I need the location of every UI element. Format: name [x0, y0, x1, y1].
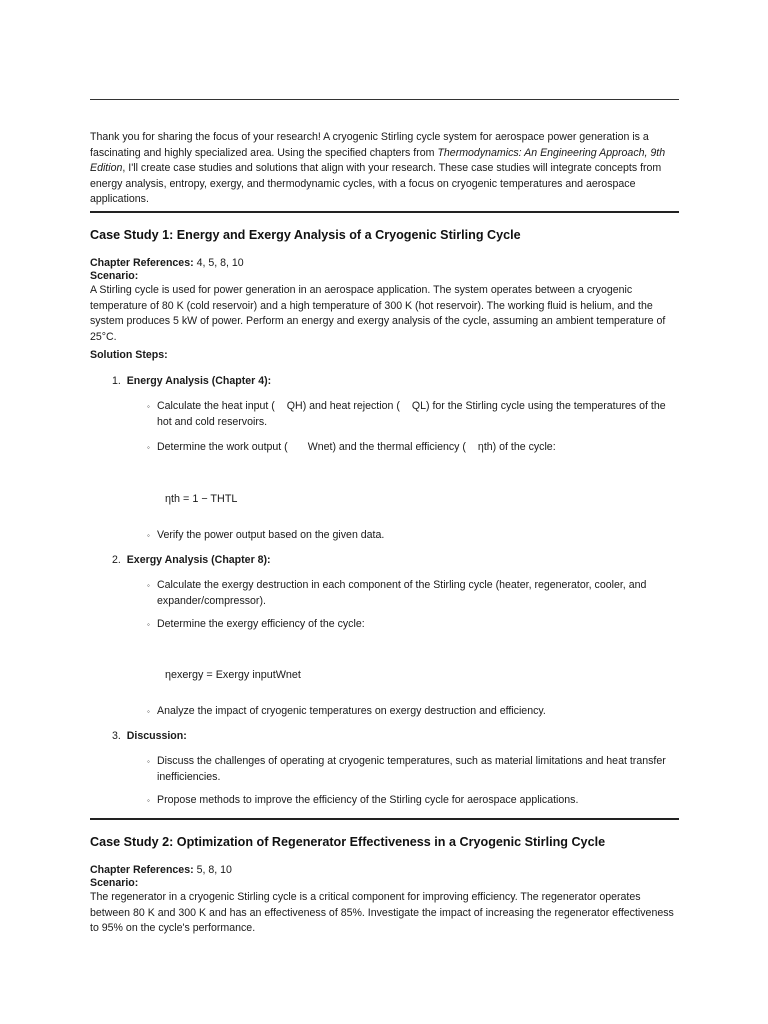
- step-2-bullet-3: ◦ Analyze the impact of cryogenic temperatures on exergy destruction and efficiency.: [157, 704, 677, 720]
- case-study-2-scenario-text: The regenerator in a cryogenic Stirling cycle is a critical component for improving efficiency. The regenerator operates between 80 K and 300 K and has an effectiveness of 85%. Investigate the impact of increasing the regenerator effectiveness to 95% on the cycle's performance.: [90, 891, 674, 934]
- exergy-efficiency-formula: ηexergy = Exergy inputWnet: [165, 669, 301, 681]
- step-2-heading: 2. Exergy Analysis (Chapter 8):: [112, 554, 271, 566]
- step-1-bullet-3: ◦ Verify the power output based on the given data.: [157, 528, 677, 544]
- step-1-heading: 1. Energy Analysis (Chapter 4):: [112, 375, 272, 387]
- step-3-bullet-1: ◦ Discuss the challenges of operating at cryogenic temperatures, such as material limitations and heat transfer inefficiencies.: [147, 755, 666, 783]
- chapter-references-label: Chapter References:: [90, 257, 194, 269]
- intro-text: Thank you for sharing the focus of your research! A cryogenic Stirling cycle system for aerospace power generation is a fascinating and highly specialized area. Using the specified chapters from: [90, 131, 649, 159]
- book-title: Thermodynamics: An Engineering Approach, 9th Edition: [90, 146, 666, 174]
- step-2-bullet-1: ◦ Calculate the exergy destruction in each component of the Stirling cycle (heater, regenerator, cooler, and expander/compressor).: [147, 579, 647, 607]
- chapter-references-value: 4, 5, 8, 10: [193, 257, 244, 269]
- case-study-2-scenario-label: Scenario:: [90, 877, 139, 889]
- bullet-icon: ◦: [147, 402, 150, 411]
- case-study-1-scenario-label: Scenario:: [90, 270, 139, 282]
- case-study-2-title: Case Study 2: Optimization of Regenerator Effectiveness in a Cryogenic Stirling Cycle: [90, 835, 606, 849]
- bullet-icon: ◦: [147, 581, 150, 590]
- step-3-heading: 3. Discussion:: [112, 730, 187, 742]
- step-3-bullet-2: ◦ Propose methods to improve the efficiency of the Stirling cycle for aerospace applications.: [157, 793, 677, 809]
- chapter-references-value: 5, 8, 10: [193, 864, 232, 876]
- thermal-efficiency-formula: ηth = 1 − THTL: [165, 493, 238, 505]
- step-1-bullet-1: ◦ Calculate the heat input ( QH) and heat rejection ( QL) for the Stirling cycle using the temperatures of the hot and cold reservoirs.: [147, 400, 666, 428]
- step-1-bullet-2: ◦ Determine the work output ( Wnet) and the thermal efficiency ( ηth) of the cycle:: [157, 440, 677, 456]
- section-divider-2: [90, 818, 679, 820]
- bullet-icon: ◦: [147, 620, 150, 629]
- case-study-1-title: Case Study 1: Energy and Exergy Analysis of a Cryogenic Stirling Cycle: [90, 228, 521, 242]
- top-divider: [90, 99, 679, 100]
- case-study-1-scenario-text: A Stirling cycle is used for power generation in an aerospace application. The system operates between a cryogenic temperature of 80 K (cold reservoir) and a high temperature of 300 K (hot reservoir). The working fluid is helium, and the system produces 5 kW of power. Perform an energy and exergy analysis of the cycle, assuming an ambient temperature of 25°C.: [90, 284, 666, 343]
- bullet-icon: ◦: [147, 757, 150, 766]
- intro-paragraph: [90, 130, 680, 208]
- section-divider: [90, 211, 679, 213]
- bullet-icon: ◦: [147, 443, 150, 452]
- bullet-icon: ◦: [147, 796, 150, 805]
- solution-steps-label: Solution Steps:: [90, 349, 168, 361]
- bullet-icon: ◦: [147, 707, 150, 716]
- intro-text-continued: , I'll create case studies and solutions that align with your research. These case studies will integrate concepts from energy analysis, entropy, exergy, and thermodynamic cycles, with a focus on cryogenic temperatures and aerospace applications.: [90, 162, 662, 205]
- step-2-bullet-2: ◦ Determine the exergy efficiency of the cycle:: [157, 617, 677, 633]
- bullet-icon: ◦: [147, 531, 150, 540]
- chapter-references-label: Chapter References:: [90, 864, 194, 876]
